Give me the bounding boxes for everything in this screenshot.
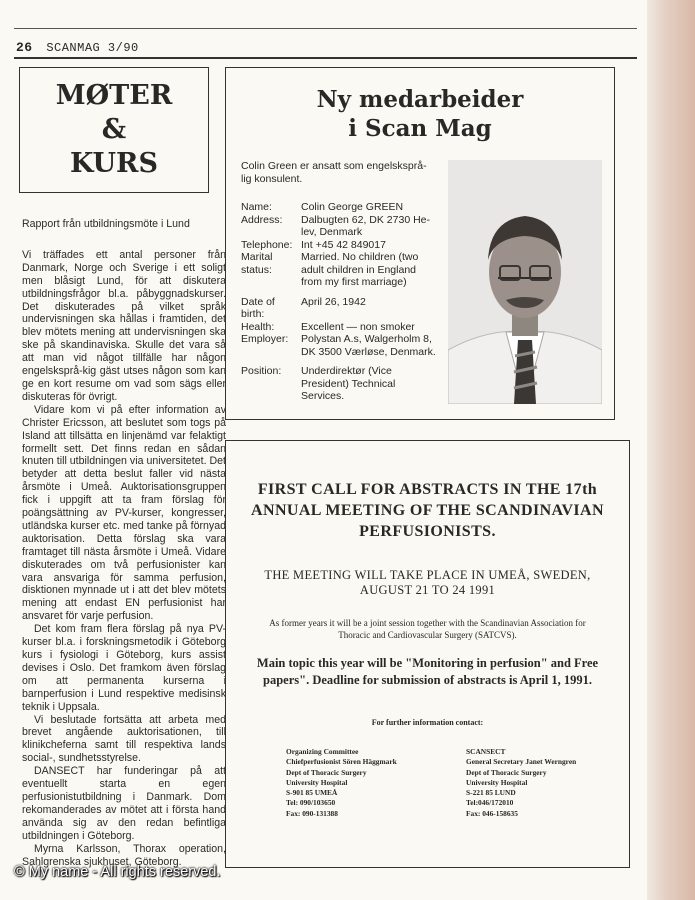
title-line: Ny medarbeider (316, 86, 524, 113)
portrait-photo (448, 160, 602, 404)
detail-row (241, 358, 437, 403)
new-employee-intro: Colin Green er ansatt som engelsksprå-lig konsulent. (241, 160, 427, 185)
detail-value: Colin George GREEN (301, 201, 404, 213)
article-lead: Rapport från utbildningsmöte i Lund (22, 218, 190, 230)
contact-line: University Hospital (286, 777, 348, 787)
detail-row (241, 214, 437, 239)
contact-line: Tel:046/172010 (466, 798, 514, 808)
contact-line: Dept of Thoracic Surgery (286, 767, 367, 777)
employee-details-table (241, 201, 437, 403)
page-number: 26 (16, 40, 33, 55)
section-title-line2: & (101, 114, 127, 145)
detail-key: Position: (241, 365, 282, 377)
contact-heading: For further information contact: (371, 718, 484, 727)
detail-key: Name: (241, 201, 272, 213)
contact-line: Dept of Thoracic Surgery (466, 767, 547, 777)
meeting-location: THE MEETING WILL TAKE PLACE IN UMEÅ, SWEDEN, (264, 568, 591, 582)
detail-key: Employer: (241, 333, 289, 345)
detail-row (241, 321, 437, 334)
detail-row (241, 201, 437, 214)
detail-key: Address: (241, 213, 283, 226)
article-paragraph: Vi beslutade fortsätta att arbeta med brevet angående auktorisationen, till klinikcheferna samt till respektiva lands social-, sundhetsstyrelse. (22, 713, 226, 765)
detail-row (241, 239, 437, 252)
copyright-watermark: © My name - All rights reserved. (14, 864, 221, 880)
detail-row (241, 289, 437, 321)
page-header (16, 40, 139, 55)
detail-value: Int +45 42 849017 (301, 238, 386, 251)
contact-line: S-901 85 UMEÅ (286, 788, 338, 798)
article-signature: Myrna Karlsson, Thorax operation, Sahlgrenska sjukhuset, Göteborg. (22, 842, 226, 868)
article-column (22, 218, 226, 868)
article-paragraph: Vi träffades ett antal personer från Danmark, Norge och Sverige i ett soligt men blåsigt Lund, för att diskutera utbildningsfrågor bl.a. påbyggnadskurser. Det diskuterades på vilket språk undervisningen ska hållas i framtiden, det blev mötets mening att undervisningen ska ske på skandinaviska. Skulle det vara så att man vid något tillfälle har någon engelsksprå-kig gäst utses någon som kan ge en kort resume om vad som sägs eller diskuteras för övrigt. (22, 248, 226, 403)
meeting-info (236, 568, 619, 598)
call-title: FIRST CALL FOR ABSTRACTS IN THE 17th ANNUAL MEETING OF THE SCANDINAVIAN PERFUSIONISTS. (251, 481, 604, 540)
section-title-line1: MØTER (55, 80, 173, 111)
detail-row (241, 251, 437, 289)
contact-line: Fax: 046-158635 (466, 808, 518, 818)
detail-value: Underdirektør (Vice President) Technical Services. (301, 365, 396, 402)
section-title-box (19, 67, 209, 193)
detail-key: Telephone: (241, 238, 293, 251)
section-title-line3: KURS (70, 148, 158, 179)
detail-value: Polystan A.s, Walgerholm 8, DK 3500 Værløse, Denmark. (301, 333, 436, 358)
detail-key: Health: (241, 320, 275, 333)
portrait-illustration (448, 160, 602, 404)
contact-line: University Hospital (466, 777, 528, 787)
call-for-abstracts-box (225, 440, 630, 868)
detail-key: Date of birth: (241, 295, 275, 320)
magazine-issue: SCANMAG 3/90 (46, 41, 139, 55)
contact-organizing-committee (286, 747, 397, 819)
article-paragraph: Vidare kom vi på efter information av Christer Ericsson, att beslutet som togs på Island att tillsätta en linjenämd var felaktigt formellt sett. Det finns redan en sådan knuten till utbildningen via universitetet. Det betyder att detta beslut faller vid nästa årsmöte i Umeå. Auktorisationsgruppen fick i uppgift att ta fram förslag för poängsättning av PV-kurser, kongresser, utländska kurser etc. med tanke på förnyad auktorisation. Detta förslag ska vara framtaget till nästa årsmöte i Umeå. Vidare diskuterades om två perfusionister kan vara ansvariga för samma perfusion, disktionen mynnade ut i att det blev mötets mening att endast EN perfusionist har ansvaret för varje perfusion. (22, 403, 226, 623)
top-rule (14, 28, 637, 29)
header-rule (14, 57, 637, 59)
detail-value: Dalbugten 62, DK 2730 He-lev, Denmark (301, 213, 430, 238)
contact-scansect (466, 747, 576, 819)
detail-value: Excellent — non smoker (301, 320, 415, 333)
detail-row (241, 333, 437, 358)
contact-line: Chiefperfusionist Sören Häggmark (286, 757, 397, 767)
detail-value: Married. No children (two adult children in England from my first marriage) (301, 251, 419, 288)
main-topic: Main topic this year will be "Monitoring in perfusion" and Free papers". Deadline for submission of abstracts is April 1, 1991. (256, 656, 599, 687)
article-paragraph: Det kom fram flera förslag på nya PV-kurser bl.a. i forskningsmetodik i Göteborg kurs i fysiologi i Göteborg, kurs assist devises i Oslo. Det framkom även förslag om att permanenta kurserna i barnperfusion i Lund respektive medisinsk teknik i Uppsala. (22, 623, 226, 713)
detail-key: Marital status: (241, 251, 273, 276)
page-edge (647, 0, 695, 900)
contact-line: Fax: 090-131388 (286, 808, 338, 818)
new-employee-box (225, 67, 615, 420)
joint-session-note: As former years it will be a joint session together with the Scandinavian Association for Thoracic and Cardiovascular Surgery (SATCVS). (269, 618, 586, 640)
contact-line: General Secretary Janet Werngren (466, 757, 577, 767)
meeting-dates: AUGUST 21 TO 24 1991 (359, 583, 496, 597)
contact-line: Organizing Committee (286, 747, 359, 756)
contact-line: Tel: 090/103650 (286, 798, 336, 808)
article-paragraph: DANSECT har funderingar på att eventuellt starta en egen perfusionistutbildning i Danmark. Dom rekomanderades av mötet att i första hand använda sig av den redan befintliga utbildningen i Göteborg. (22, 765, 226, 842)
detail-value: April 26, 1942 (301, 295, 366, 308)
contact-line: SCANSECT (466, 747, 506, 756)
new-employee-title (226, 85, 614, 143)
contact-line: S-221 85 LUND (466, 788, 516, 798)
title-line: i Scan Mag (348, 115, 492, 142)
